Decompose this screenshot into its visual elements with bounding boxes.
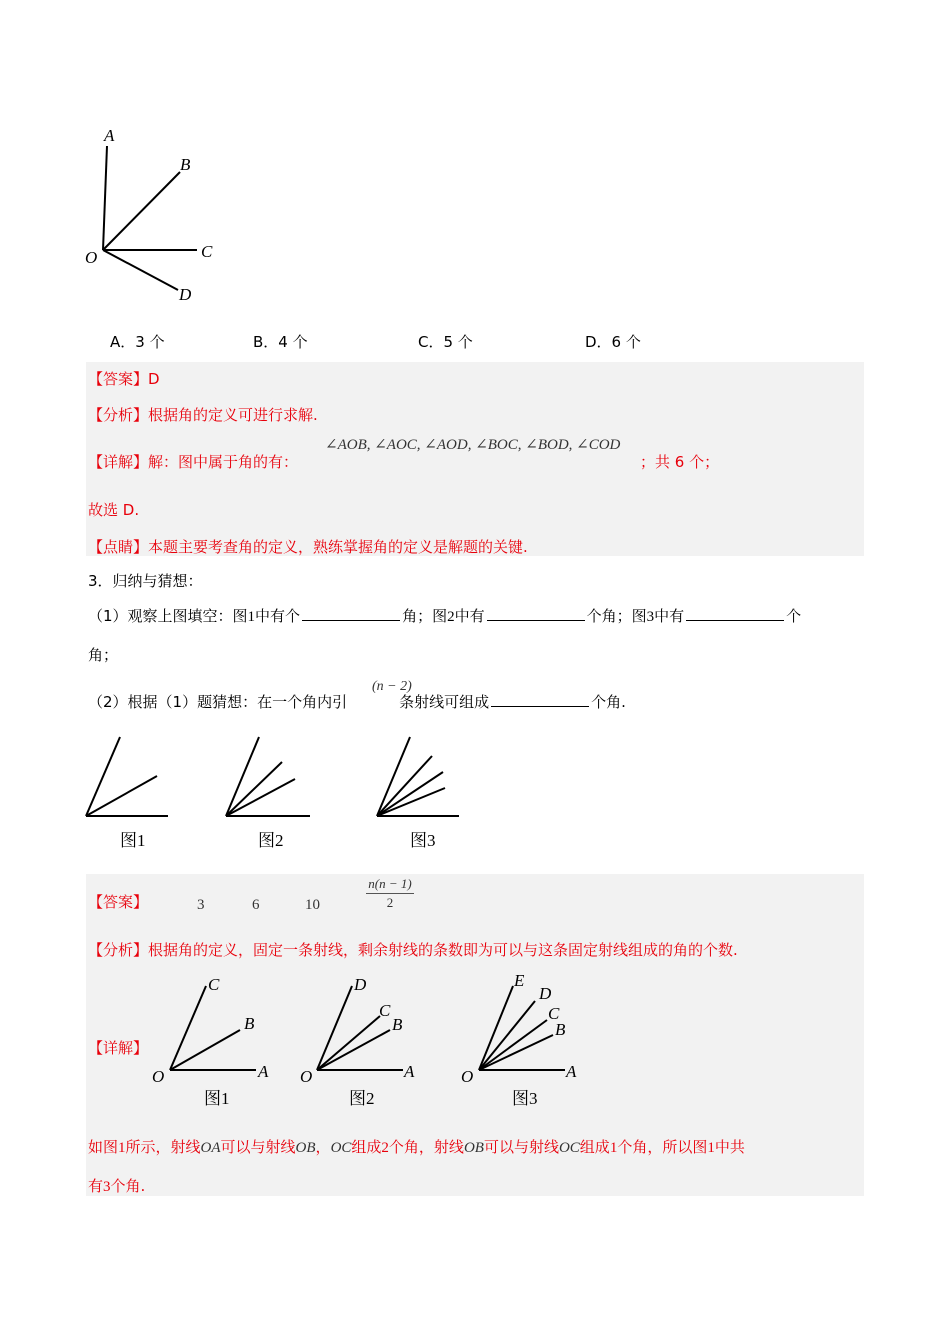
- q3-title: 3．归纳与猜想：: [88, 572, 203, 590]
- sol-fig1: [152, 975, 269, 1108]
- exp-2a: 有: [88, 1177, 104, 1195]
- label-d: D: [179, 285, 192, 304]
- fig1-num: 1: [247, 609, 256, 625]
- sol3-a: A: [566, 1062, 577, 1081]
- exp-1b: 所示，射线: [125, 1138, 201, 1156]
- q2-conclusion: 故选 D.: [88, 501, 140, 519]
- label-b: B: [180, 155, 191, 174]
- sol3-c: C: [548, 1004, 560, 1023]
- sol3-d: D: [539, 984, 552, 1003]
- detail-tag: 【详解】: [88, 453, 149, 471]
- caption-fig1: 图1: [120, 831, 146, 850]
- exp-1i: 个角，所以图: [617, 1138, 708, 1156]
- detail-prefix: 解：图中属于角的有：: [148, 453, 299, 471]
- part1-text-a: （1）观察上图填空：图: [88, 607, 248, 625]
- formula-denominator: 2: [386, 895, 394, 910]
- exp-1h: 组成: [579, 1138, 610, 1156]
- label-c: C: [201, 242, 213, 261]
- answer-tag: 【答案】: [88, 370, 149, 388]
- answer-6: 6: [252, 897, 260, 913]
- exp-1e: 组成: [351, 1138, 382, 1156]
- q3-explain-line2: [88, 1176, 145, 1197]
- exp-oa: OA: [200, 1140, 221, 1156]
- exp-two: 2: [381, 1140, 389, 1156]
- sol3-o: O: [461, 1067, 474, 1086]
- option-a[interactable]: A．3 个: [110, 333, 165, 351]
- q3-analysis-tag: 【分析】: [88, 941, 149, 959]
- exp-three: 3: [103, 1179, 111, 1195]
- exp-fig: 1: [118, 1140, 126, 1156]
- analysis-text: 根据角的定义可进行求解.: [148, 406, 318, 424]
- sol1-a: A: [258, 1062, 269, 1081]
- exp-oc: OC: [330, 1140, 352, 1156]
- part1-text-c: 角；图: [402, 607, 448, 625]
- caption-fig3: 图3: [410, 831, 436, 850]
- label-o: O: [85, 248, 98, 267]
- angle-list: ∠AOB, ∠AOC, ∠AOD, ∠BOC, ∠BOD, ∠COD: [325, 437, 621, 453]
- sol1-c: C: [208, 975, 220, 994]
- sol2-a: A: [404, 1062, 415, 1081]
- part1-text-b: 中有个: [255, 607, 301, 625]
- exp-2b: 个角.: [110, 1177, 146, 1195]
- q3-detail-tag: 【详解】: [88, 1039, 149, 1057]
- exp-1c: 可以与射线: [220, 1138, 296, 1156]
- part1-text-g: 个: [786, 607, 802, 625]
- sol3-b: B: [555, 1020, 566, 1039]
- q3-explain-line1: [88, 1137, 745, 1158]
- answer-value: D: [148, 370, 160, 388]
- analysis-tag: 【分析】: [88, 406, 149, 424]
- part2-text-a: （2）根据（1）题猜想：在一个角内引: [88, 693, 348, 711]
- sol3-e: E: [514, 971, 525, 990]
- part2-text-c: 个角.: [591, 693, 626, 711]
- sol-fig3: [461, 971, 577, 1108]
- option-d[interactable]: D．6 个: [585, 333, 641, 351]
- fig3-num: 3: [646, 609, 655, 625]
- exp-1d: ，: [315, 1138, 331, 1156]
- expr-n-minus-2: (n − 2): [372, 679, 412, 694]
- answer-10: 10: [305, 897, 320, 913]
- exp-ob2: OB: [463, 1140, 484, 1156]
- sol1-b: B: [244, 1014, 255, 1033]
- sol-fig2: [300, 975, 415, 1108]
- fig2-num: 2: [447, 609, 455, 625]
- exp-1a: 如图: [88, 1138, 119, 1156]
- sol2-o: O: [300, 1067, 313, 1086]
- label-a: A: [104, 126, 115, 145]
- sol2-d: D: [354, 975, 367, 994]
- part2-text-b: 条射线可组成: [399, 693, 490, 711]
- comment-tag: 【点睛】: [88, 538, 149, 556]
- exp-1f: 个角，射线: [388, 1138, 464, 1156]
- exp-oc2: OC: [558, 1140, 580, 1156]
- part1-text-e: 个角；图: [586, 607, 647, 625]
- sol3-caption: 图3: [512, 1089, 538, 1108]
- exp-one: 1: [609, 1140, 618, 1156]
- sol2-caption: 图2: [349, 1089, 375, 1108]
- q3-part1-cont: 角；: [88, 646, 119, 664]
- exp-ob: OB: [295, 1140, 316, 1156]
- option-c[interactable]: C．5 个: [418, 333, 473, 351]
- part1-text-d: 中有: [454, 607, 485, 625]
- option-b[interactable]: B．4 个: [253, 333, 308, 351]
- exp-1j: 中共: [714, 1138, 745, 1156]
- exp-1g: 可以与射线: [483, 1138, 559, 1156]
- sol2-c: C: [379, 1001, 391, 1020]
- exp-fig2: 1: [707, 1140, 715, 1156]
- detail-suffix: ；共 6 个；: [640, 453, 720, 471]
- answer-3: 3: [197, 897, 205, 913]
- caption-fig2: 图2: [258, 831, 284, 850]
- sol2-b: B: [392, 1015, 403, 1034]
- formula-numerator: n(n − 1): [368, 876, 412, 891]
- comment-text: 本题主要考查角的定义，熟练掌握角的定义是解题的关键.: [148, 538, 528, 556]
- sol1-caption: 图1: [204, 1089, 230, 1108]
- q3-answer-tag: 【答案】: [88, 893, 149, 911]
- q3-analysis-text: 根据角的定义，固定一条射线，剩余射线的条数即为可以与这条固定射线组成的角的个数.: [148, 941, 738, 959]
- sol1-o: O: [152, 1067, 165, 1086]
- part1-text-f: 中有: [654, 607, 685, 625]
